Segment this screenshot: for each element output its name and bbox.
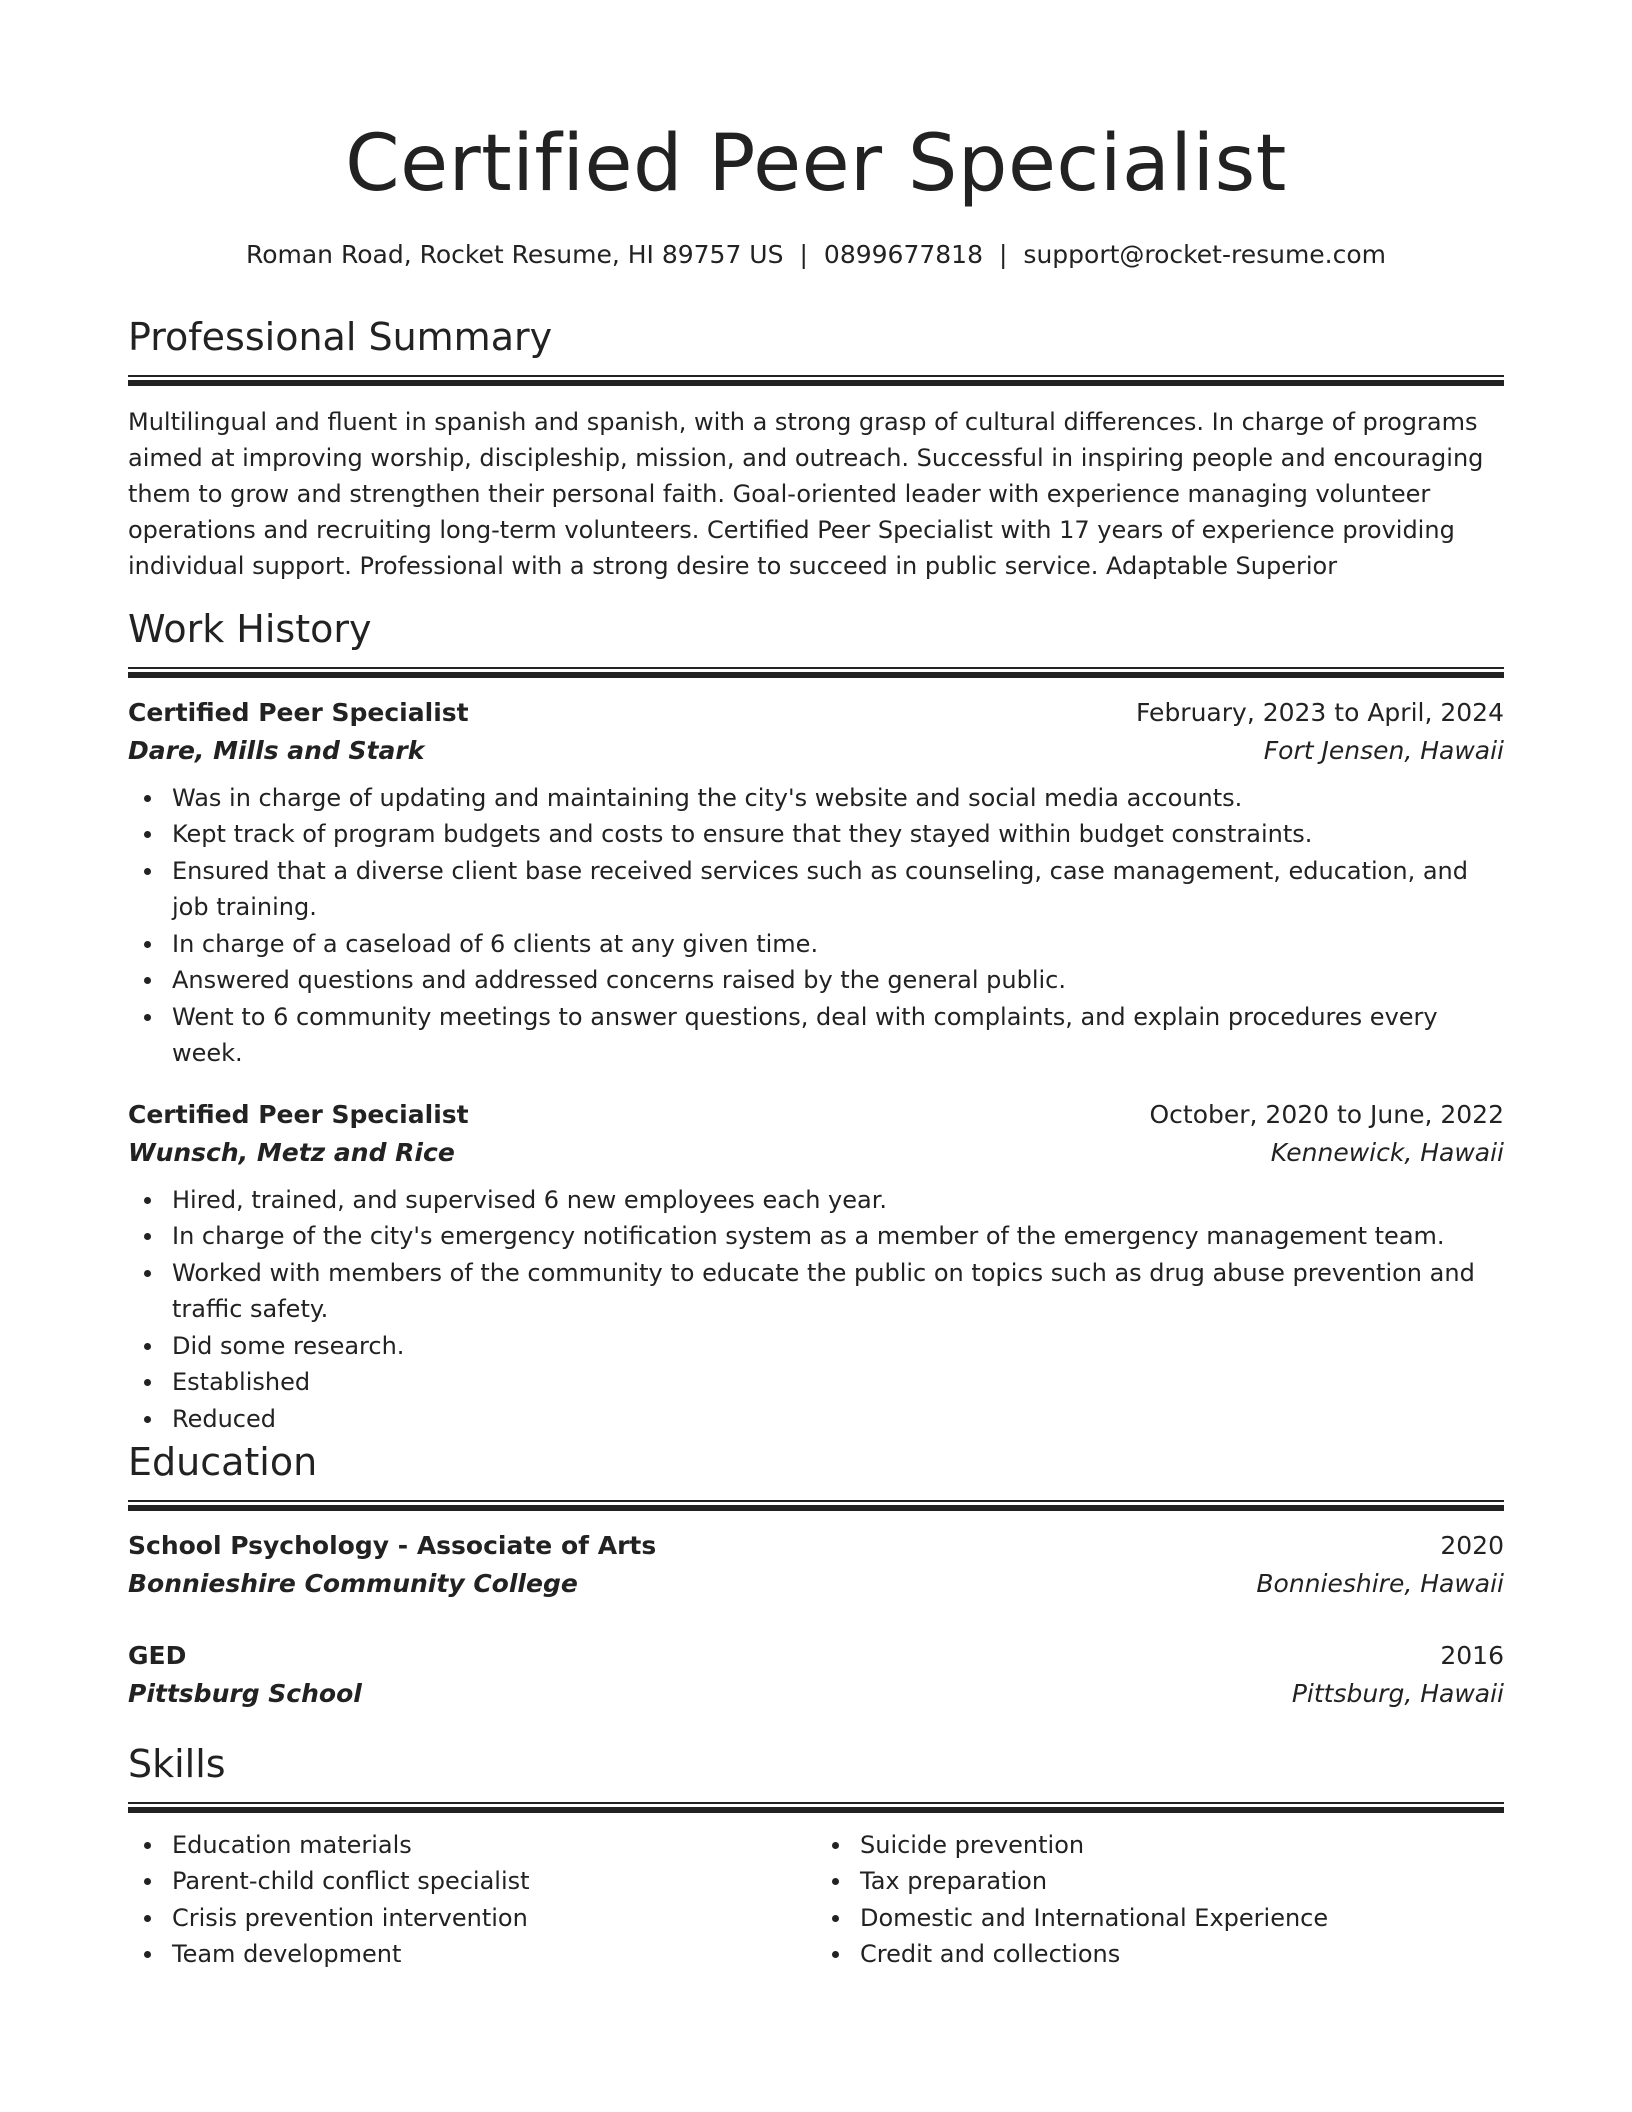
job-company: Wunsch, Metz and Rice [128, 1137, 455, 1167]
education-subheader-row [128, 1675, 1504, 1713]
list-item: Education materials [172, 1827, 816, 1864]
section-divider [128, 375, 1504, 386]
education-location: Pittsburg, Hawaii [1291, 1678, 1504, 1708]
job-header-row [128, 694, 1504, 732]
section-heading: Skills [128, 1742, 226, 1786]
list-item: Domestic and International Experience [860, 1900, 1504, 1937]
list-item: In charge of the city's emergency notification system as a member of the emergency management team. [172, 1218, 1504, 1255]
list-item: Answered questions and addressed concerns raised by the general public. [172, 962, 1504, 999]
skills-list-left [128, 1827, 816, 1973]
list-item: Established [172, 1364, 1504, 1401]
page-title: Certified Peer Specialist [345, 119, 1287, 209]
summary-section [128, 315, 1504, 584]
list-item: Crisis prevention intervention [172, 1900, 816, 1937]
job-title: Certified Peer Specialist [128, 1099, 469, 1129]
job-location: Fort Jensen, Hawaii [1263, 735, 1504, 765]
job-header-row [128, 1096, 1504, 1134]
list-item: Did some research. [172, 1328, 1504, 1365]
section-heading: Professional Summary [128, 315, 553, 359]
education-entry [128, 1527, 1504, 1603]
skills-section [128, 1742, 1504, 1973]
education-entry [128, 1637, 1504, 1713]
skills-list-right [816, 1827, 1504, 1973]
list-item: Kept track of program budgets and costs to ensure that they stayed within budget constraints. [172, 816, 1504, 853]
job-subheader-row [128, 1134, 1504, 1172]
list-item: Tax preparation [860, 1863, 1504, 1900]
job-title: Certified Peer Specialist [128, 697, 469, 727]
education-school: Pittsburg School [128, 1678, 362, 1708]
job-company: Dare, Mills and Stark [128, 735, 425, 765]
summary-text: Multilingual and fluent in spanish and spanish, with a strong grasp of cultural differences. In charge of programs aimed at improving worship, discipleship, mission, and outreach. Successful in inspiring people and encouraging them to grow and strengthen their personal faith. Goal-oriented leader with experience managing volunteer operations and recruiting long-term volunteers. Certified Peer Specialist with 17 years of experience providing individual support. Professional with a strong desire to succeed in public service. Adaptable Superior [128, 407, 1484, 580]
list-item: In charge of a caseload of 6 clients at any given time. [172, 926, 1504, 963]
education-school: Bonnieshire Community College [128, 1568, 578, 1598]
education-subheader-row [128, 1565, 1504, 1603]
section-divider [128, 1802, 1504, 1813]
section-divider [128, 1500, 1504, 1511]
list-item: Was in charge of updating and maintaining the city's website and social media accounts. [172, 780, 1504, 817]
education-year: 2020 [1440, 1530, 1504, 1560]
list-item: Ensured that a diverse client base received services such as counseling, case management, education, and job training. [172, 853, 1504, 926]
skills-columns [128, 1813, 1504, 1973]
education-location: Bonnieshire, Hawaii [1256, 1568, 1504, 1598]
contact-separator: | [799, 240, 808, 269]
job-dates: February, 2023 to April, 2024 [1136, 697, 1504, 727]
job-entry [128, 1096, 1504, 1438]
list-item: Suicide prevention [860, 1827, 1504, 1864]
education-degree: GED [128, 1640, 187, 1670]
job-dates: October, 2020 to June, 2022 [1149, 1099, 1504, 1129]
work-history-section [128, 607, 1504, 1437]
list-item: Hired, trained, and supervised 6 new employees each year. [172, 1182, 1504, 1219]
list-item: Reduced [172, 1401, 1504, 1438]
education-degree: School Psychology - Associate of Arts [128, 1530, 657, 1560]
job-bullets [128, 780, 1504, 1072]
job-subheader-row [128, 732, 1504, 770]
job-bullets [128, 1182, 1504, 1438]
contact-line [128, 240, 1504, 269]
list-item: Worked with members of the community to educate the public on topics such as drug abuse prevention and traffic safety. [172, 1255, 1504, 1328]
contact-email: support@rocket-resume.com [1023, 240, 1387, 269]
section-heading: Education [128, 1440, 318, 1484]
education-year: 2016 [1440, 1640, 1504, 1670]
section-divider [128, 667, 1504, 678]
list-item: Went to 6 community meetings to answer questions, deal with complaints, and explain procedures every week. [172, 999, 1504, 1072]
contact-separator: | [998, 240, 1008, 269]
job-location: Kennewick, Hawaii [1270, 1137, 1504, 1167]
contact-address: Roman Road, Rocket Resume, HI 89757 US [245, 240, 784, 269]
section-heading: Work History [128, 607, 372, 651]
job-entry [128, 694, 1504, 1072]
list-item: Credit and collections [860, 1936, 1504, 1973]
list-item: Team development [172, 1936, 816, 1973]
education-section [128, 1440, 1504, 1713]
education-header-row [128, 1637, 1504, 1675]
contact-phone: 0899677818 [823, 240, 983, 269]
list-item: Parent-child conflict specialist [172, 1863, 816, 1900]
education-header-row [128, 1527, 1504, 1565]
